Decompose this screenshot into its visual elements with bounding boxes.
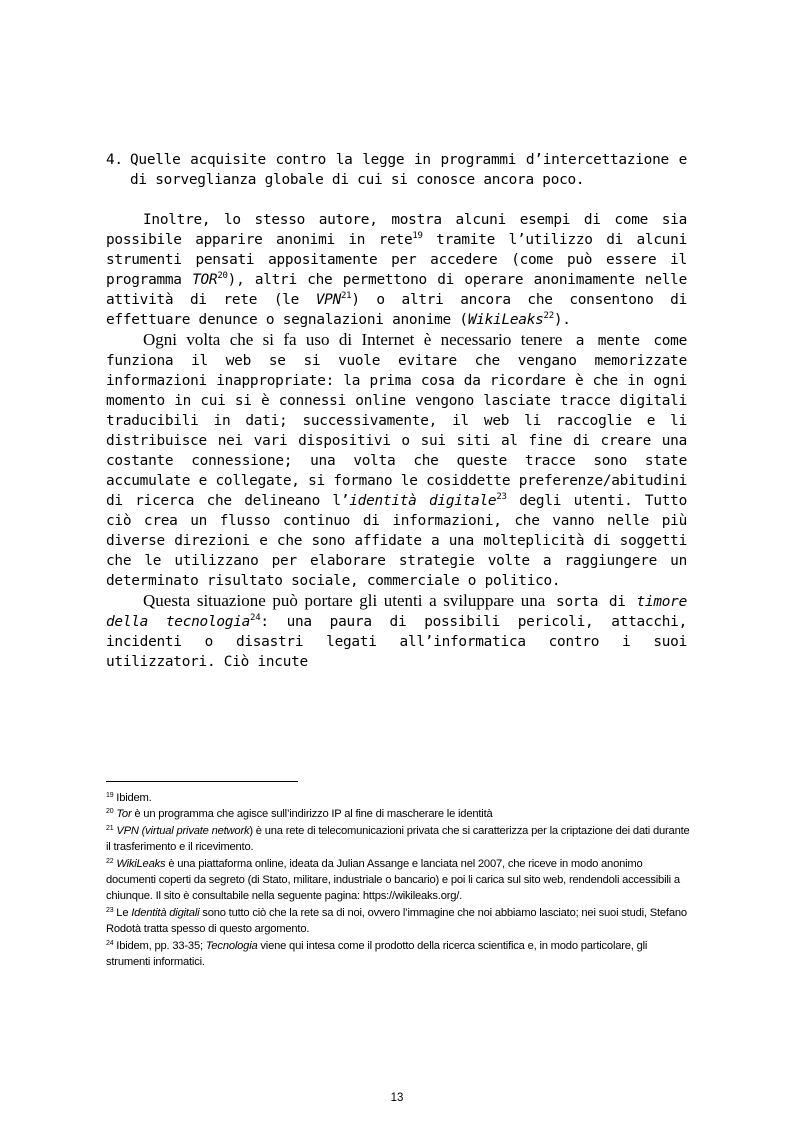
emphasis-timore-tecnologia: timore della tecnologia — [106, 594, 687, 630]
footnote-19 — [106, 790, 691, 806]
footnote-text: Ibidem, pp. 33-35; — [113, 939, 206, 952]
footnote-number: 23 — [106, 906, 114, 914]
list-item-text: Quelle acquisite contro la legge in programmi d’intercettazione e di sorveglianza globale di cui si conosce ancora poco. — [130, 152, 687, 188]
emphasis-identita-digitale: identità digitale — [349, 493, 497, 509]
paragraph-text: Inoltre, lo stesso autore, mostra alcuni esempi di come sia possibile apparire anonimi in rete — [106, 212, 687, 248]
page-number: 13 — [390, 1092, 404, 1104]
footnote-text: Ibidem. — [113, 792, 152, 804]
emphasis-tor: TOR — [192, 272, 218, 288]
footnote-number: 19 — [106, 792, 114, 799]
footnote-ref-19: 19 — [412, 231, 423, 241]
paragraph-text: ) o altri ancora che consentono di effettuare denunce o segnalazioni anonime ( — [106, 292, 687, 328]
footnote-ref-22: 22 — [543, 311, 554, 321]
footnote-text: ) è una rete di telecomunicazioni privata che si caratterizza per la criptazione dei dati durante il trasferimento e il ricevimento. — [106, 824, 690, 854]
footnote-20 — [106, 806, 691, 822]
paragraph-digital-identity — [106, 330, 687, 591]
paragraph-text: a mente come funziona il web se si vuole evitare che vengano memorizzate informazioni inappropriate: la prima cosa da ricordare è che in ogni momento in cui si è connessi online vengono lasciate tracce digitali traducibili in dati; successivamente, il web li raccoglie e li distribuisce nei vari dispositivi o sui siti al fine di creare una costante connessione; una volta che queste tracce sono state accumulate e collegate, si formano le cosiddette preferenze/abitudini di ricerca che delineano l’ — [106, 333, 687, 509]
paragraph-spacer — [106, 190, 687, 210]
footnote-emphasis: Identità digitali — [131, 906, 200, 919]
footnote-23 — [106, 905, 691, 938]
list-item — [106, 150, 687, 190]
footnote-number: 21 — [106, 824, 114, 832]
footnotes — [106, 790, 691, 970]
footnote-number: 24 — [106, 939, 114, 947]
footnote-emphasis: Tecnologia — [205, 939, 258, 952]
main-text — [106, 150, 687, 672]
footnote-22 — [106, 856, 691, 905]
footnote-text: è un programma che agisce sull’indirizzo IP al fine di mascherare le identità — [131, 808, 493, 821]
footnote-ref-23: 23 — [496, 492, 507, 502]
footnote-ref-20: 20 — [217, 271, 228, 281]
footnote-number: 22 — [106, 857, 114, 865]
footnote-ref-21: 21 — [341, 291, 352, 301]
paragraph-text: Ogni volta che si fa uso di Internet è necessario tenere — [143, 330, 563, 349]
footnote-emphasis: Tor — [116, 808, 132, 821]
footnote-number: 20 — [106, 808, 114, 816]
footnote-separator — [106, 781, 298, 782]
paragraph-technology-fear — [106, 591, 687, 672]
footnote-ref-24: 24 — [250, 613, 261, 623]
paragraph-text: degli utenti. Tutto ciò crea un flusso continuo di informazioni, che vanno nelle più diverse direzioni e che sono affidate a una molteplicità di soggetti che le utilizzano per elaborare strategie volte a raggiungere un determinato risultato sociale, commerciale o politico. — [106, 493, 687, 589]
footnote-24 — [106, 938, 691, 971]
paragraph-text: Questa situazione può portare gli utenti a sviluppare una — [143, 591, 546, 610]
paragraph-text: sorta di — [545, 594, 637, 610]
footnote-text: è una piattaforma online, ideata da Julian Assange e lanciata nel 2007, che riceve in modo anonimo documenti coperti da segreto (di Stato, militare, industriale o bancario) e poi li carica sul sito web, rendendoli accessibili a chiunque. Il sito è consultabile nella seguente pagina: https://wikileaks.org/. — [106, 857, 680, 903]
paragraph-anonymity-tools — [106, 210, 687, 330]
paragraph-text: : una paura di possibili pericoli, attacchi, incidenti o disastri legati all’informatica contro i suoi utilizzatori. Ciò incute — [106, 614, 687, 670]
emphasis-vpn: VPN — [315, 292, 341, 308]
list-item-number: 4. — [106, 152, 123, 168]
footnote-21 — [106, 823, 691, 856]
footnote-text: Le — [113, 906, 132, 919]
paragraph-text: tramite l’utilizzo di alcuni strumenti pensati appositamente per accedere (come può essere il programma — [106, 232, 687, 288]
paragraph-text: ), altri che permettono di operare anonimamente nelle attività di rete (le — [106, 272, 688, 308]
footnote-text: sono tutto ciò che la rete sa di noi, ovvero l’immagine che noi abbiamo lasciato; nei suoi studi, Stefano Rodotà tratta spesso di questo argomento. — [106, 906, 687, 936]
emphasis-wikileaks: WikiLeaks — [467, 312, 544, 328]
footnote-emphasis: WikiLeaks — [116, 857, 166, 870]
footnote-emphasis: VPN (virtual private network — [116, 824, 250, 837]
paragraph-text: ). — [553, 312, 571, 328]
footnote-text: viene qui intesa come il prodotto della ricerca scientifica e, in modo particolare, gli strumenti informatici. — [106, 939, 648, 969]
